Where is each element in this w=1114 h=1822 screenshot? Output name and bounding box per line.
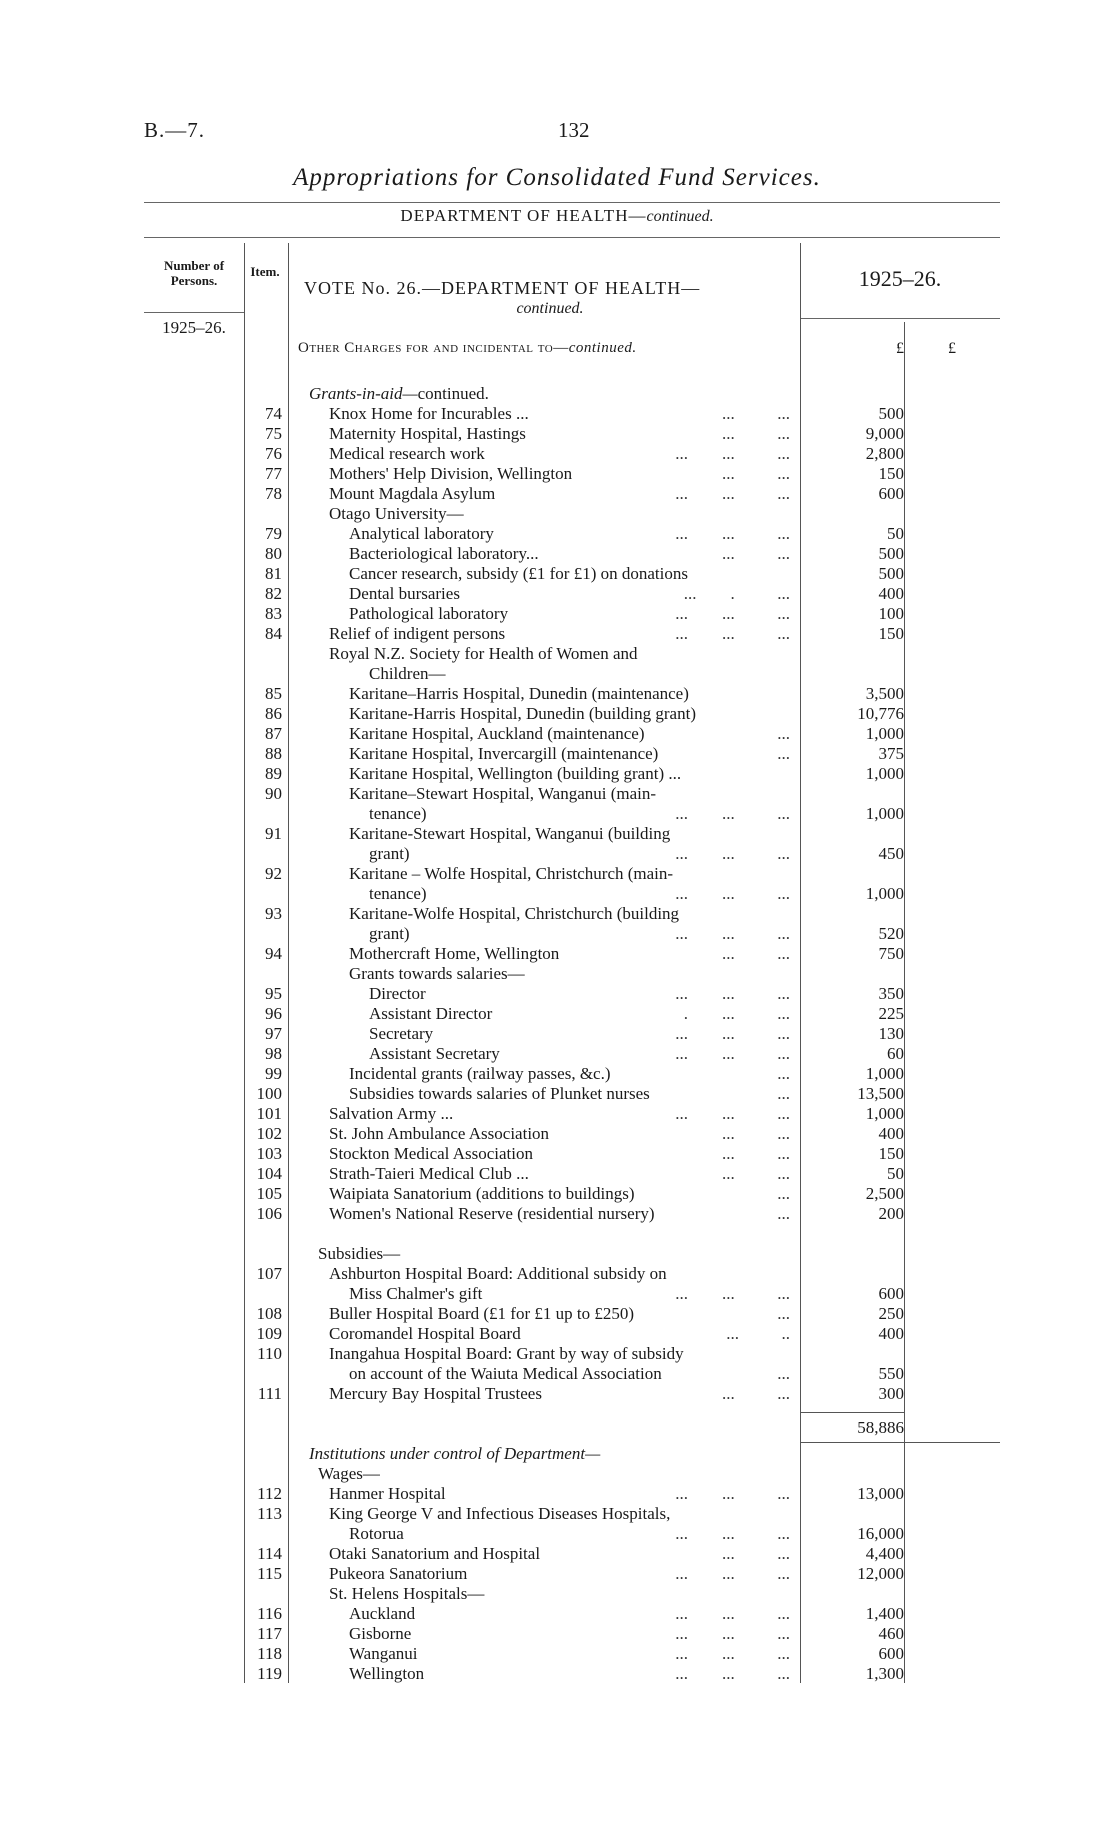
leader-dots: ... ... ... — [675, 624, 790, 643]
table-row — [0, 1204, 1114, 1224]
table-row — [0, 1444, 1114, 1464]
row-amount: 1,000 — [865, 884, 904, 903]
row-description: Ashburton Hospital Board: Additional subsidy on — [329, 1264, 667, 1283]
table-row — [0, 684, 1114, 704]
row-description: Medical research work — [329, 444, 485, 463]
table-row — [0, 624, 1114, 644]
row-amount: 600 — [878, 1284, 904, 1303]
subtotal-rule — [800, 1412, 904, 1413]
row-amount: 460 — [878, 1624, 904, 1643]
item-number: 109 — [256, 1324, 282, 1343]
item-number: 93 — [265, 904, 282, 923]
row-amount: 250 — [878, 1304, 904, 1323]
row-amount: 550 — [878, 1364, 904, 1383]
row-amount: 16,000 — [857, 1524, 904, 1543]
leader-dots: ... ... ... — [675, 844, 790, 863]
row-description: St. John Ambulance Association — [329, 1124, 550, 1143]
row-amount: 130 — [878, 1024, 904, 1043]
table-row — [0, 1344, 1114, 1364]
table-row — [0, 1564, 1114, 1584]
table-row — [0, 424, 1114, 444]
row-description: Karitane – Wolfe Hospital, Christchurch (main- — [349, 864, 674, 883]
row-amount: 9,000 — [865, 424, 904, 443]
table-row — [0, 564, 1114, 584]
table-row — [0, 1464, 1114, 1484]
row-description: Subsidies— — [318, 1244, 401, 1263]
row-description: tenance) — [369, 884, 427, 903]
row-description: Coromandel Hospital Board — [329, 1324, 521, 1343]
row-description: Karitane Hospital, Invercargill (maintenance) — [349, 744, 659, 763]
leader-dots: ... ... — [722, 1144, 790, 1163]
pound-sign-col2: £ — [948, 340, 956, 357]
item-number: 100 — [256, 1084, 282, 1103]
table-row — [0, 1304, 1114, 1324]
leader-dots: ... .. — [726, 1324, 790, 1343]
department-continued: continued. — [646, 208, 714, 225]
table-row — [0, 384, 1114, 404]
row-amount: 60 — [887, 1044, 904, 1063]
item-number: 78 — [265, 484, 282, 503]
item-number: 75 — [265, 424, 282, 443]
row-amount: 2,800 — [865, 444, 904, 463]
row-amount: 1,000 — [865, 724, 904, 743]
row-description: Auckland — [349, 1604, 416, 1623]
leader-dots: ... — [777, 744, 790, 763]
table-row — [0, 864, 1114, 884]
table-row — [0, 784, 1114, 804]
item-number: 101 — [256, 1104, 282, 1123]
table-row — [0, 1544, 1114, 1564]
row-description: Karitane Hospital, Auckland (maintenance) — [349, 724, 645, 743]
item-number: 79 — [265, 524, 282, 543]
item-number: 88 — [265, 744, 282, 763]
row-description: Secretary — [369, 1024, 434, 1043]
item-number: 108 — [256, 1304, 282, 1323]
leader-dots: ... ... — [722, 1544, 790, 1563]
row-amount: 1,000 — [865, 764, 904, 783]
row-description: Wages— — [318, 1464, 380, 1483]
row-description: Salvation Army ... — [329, 1104, 454, 1123]
table-row — [0, 464, 1114, 484]
item-number: 104 — [256, 1164, 282, 1183]
leader-dots: ... . ... — [683, 584, 790, 603]
row-amount: 350 — [878, 984, 904, 1003]
item-number: 115 — [257, 1564, 282, 1583]
row-amount: 1,000 — [865, 1104, 904, 1123]
table-row — [0, 1384, 1114, 1404]
row-description: Mothers' Help Division, Wellington — [329, 464, 573, 483]
table-row — [0, 744, 1114, 764]
table-row — [0, 924, 1114, 944]
table-row — [0, 804, 1114, 824]
table-row — [0, 1624, 1114, 1644]
row-description: Karitane-Stewart Hospital, Wanganui (building — [349, 824, 671, 843]
row-description: Subsidies towards salaries of Plunket nurses — [349, 1084, 650, 1103]
leader-dots: ... ... — [722, 1164, 790, 1183]
row-description: Grants-in-aid—continued. — [309, 384, 489, 403]
row-description: grant) — [369, 924, 410, 943]
row-amount: 1,300 — [865, 1664, 904, 1683]
leader-dots: ... ... ... — [675, 1284, 790, 1303]
row-amount: 12,000 — [857, 1564, 904, 1583]
row-description: Mothercraft Home, Wellington — [349, 944, 560, 963]
leader-dots: ... ... ... — [675, 524, 790, 543]
subtotal-underline — [800, 1442, 1000, 1443]
row-amount: 300 — [878, 1384, 904, 1403]
row-description: Analytical laboratory — [349, 524, 494, 543]
item-number: 99 — [265, 1064, 282, 1083]
leader-dots: ... ... ... — [675, 1564, 790, 1583]
table-row — [0, 1144, 1114, 1164]
row-amount: 400 — [878, 1324, 904, 1343]
leader-dots: ... ... ... — [675, 484, 790, 503]
row-description: Knox Home for Incurables ... — [329, 404, 529, 423]
row-amount: 150 — [878, 624, 904, 643]
row-amount: 3,500 — [865, 684, 904, 703]
row-description: Women's National Reserve (residential nursery) — [329, 1204, 655, 1223]
table-row — [0, 1124, 1114, 1144]
persons-year: 1925–26. — [162, 318, 226, 337]
table-row — [0, 1364, 1114, 1384]
row-description: Bacteriological laboratory... — [349, 544, 539, 563]
row-description: Maternity Hospital, Hastings — [329, 424, 526, 443]
item-number: 107 — [256, 1264, 282, 1283]
item-number: 81 — [265, 564, 282, 583]
leader-dots: ... ... — [722, 404, 790, 423]
leader-dots: ... ... ... — [675, 1624, 790, 1643]
pound-sign-col1: £ — [896, 340, 904, 357]
item-number: 103 — [256, 1144, 282, 1163]
item-number: 80 — [265, 544, 282, 563]
page-number: 132 — [558, 118, 590, 142]
row-description: Otago University— — [329, 504, 464, 523]
item-number: 114 — [257, 1544, 282, 1563]
leader-dots: ... ... ... — [675, 984, 790, 1003]
table-row — [0, 484, 1114, 504]
row-description: Strath-Taieri Medical Club ... — [329, 1164, 529, 1183]
row-description: St. Helens Hospitals— — [329, 1584, 485, 1603]
item-number: 113 — [257, 1504, 282, 1523]
row-description-suffix: continued. — [417, 384, 489, 403]
leader-dots: ... ... ... — [675, 1044, 790, 1063]
item-number: 118 — [257, 1644, 282, 1663]
row-description: Cancer research, subsidy (£1 for £1) on donations — [349, 564, 688, 583]
table-row — [0, 1104, 1114, 1124]
table-row — [0, 444, 1114, 464]
leader-dots: ... ... ... — [675, 1664, 790, 1683]
table-row — [0, 904, 1114, 924]
row-amount: 10,776 — [857, 704, 904, 723]
row-amount: 150 — [878, 464, 904, 483]
row-description: Rotorua — [349, 1524, 404, 1543]
item-number: 112 — [257, 1484, 282, 1503]
row-description: Mount Magdala Asylum — [329, 484, 496, 503]
row-amount: 500 — [878, 564, 904, 583]
row-description: Pukeora Sanatorium — [329, 1564, 468, 1583]
row-amount: 520 — [878, 924, 904, 943]
table-row — [0, 1604, 1114, 1624]
vote-heading-continued: continued. — [516, 300, 584, 317]
row-amount: 13,500 — [857, 1084, 904, 1103]
leader-dots: ... ... ... — [675, 924, 790, 943]
row-amount: 1,000 — [865, 1064, 904, 1083]
item-number: 110 — [257, 1344, 282, 1363]
leader-dots: ... — [777, 1064, 790, 1083]
item-number: 116 — [257, 1604, 282, 1623]
row-description: Relief of indigent persons — [329, 624, 506, 643]
row-description: King George V and Infectious Diseases Hospitals, — [329, 1504, 671, 1523]
row-description: Karitane-Wolfe Hospital, Christchurch (building — [349, 904, 680, 923]
row-amount: 1,000 — [865, 804, 904, 823]
row-description: Hanmer Hospital — [329, 1484, 446, 1503]
table-row — [0, 1044, 1114, 1064]
row-description: Stockton Medical Association — [329, 1144, 533, 1163]
table-row — [0, 544, 1114, 564]
item-number: 92 — [265, 864, 282, 883]
row-description: Otaki Sanatorium and Hospital — [329, 1544, 541, 1563]
subtotal-amount: 58,886 — [857, 1418, 904, 1437]
table-row — [0, 884, 1114, 904]
table-row — [0, 1024, 1114, 1044]
leader-dots: ... — [777, 1184, 790, 1203]
table-row — [0, 1004, 1114, 1024]
item-number: 94 — [265, 944, 282, 963]
row-description: Assistant Director — [369, 1004, 493, 1023]
table-row — [0, 504, 1114, 524]
table-row — [0, 644, 1114, 664]
row-description: Buller Hospital Board (£1 for £1 up to £250) — [329, 1304, 635, 1323]
item-number: 117 — [257, 1624, 282, 1643]
row-amount: 2,500 — [865, 1184, 904, 1203]
row-description: Karitane–Harris Hospital, Dunedin (maintenance) — [349, 684, 689, 703]
row-description: Grants towards salaries— — [349, 964, 525, 983]
table-row — [0, 1084, 1114, 1104]
table-row — [0, 664, 1114, 684]
leader-dots: ... — [777, 1364, 790, 1383]
row-description: on account of the Waiuta Medical Association — [349, 1364, 662, 1383]
row-amount: 400 — [878, 1124, 904, 1143]
leader-dots: ... ... ... — [675, 1024, 790, 1043]
leader-dots: . ... ... — [683, 1004, 790, 1023]
page-title: Appropriations for Consolidated Fund Services. — [293, 164, 821, 191]
item-number: 86 — [265, 704, 282, 723]
table-row — [0, 584, 1114, 604]
row-amount: 4,400 — [865, 1544, 904, 1563]
vote-heading: VOTE No. 26.—DEPARTMENT OF HEALTH— — [304, 278, 701, 298]
item-number: 87 — [265, 724, 282, 743]
table-row — [0, 1644, 1114, 1664]
row-amount: 225 — [878, 1004, 904, 1023]
row-description: Karitane-Harris Hospital, Dunedin (building grant) — [349, 704, 696, 723]
leader-dots: ... ... — [722, 1384, 790, 1403]
row-description: Karitane–Stewart Hospital, Wanganui (main- — [349, 784, 657, 803]
table-row — [0, 1184, 1114, 1204]
item-number: 89 — [265, 764, 282, 783]
row-description: Miss Chalmer's gift — [349, 1284, 483, 1303]
table-row — [0, 964, 1114, 984]
item-number: 90 — [265, 784, 282, 803]
item-number: 106 — [256, 1204, 282, 1223]
item-number: 119 — [257, 1664, 282, 1683]
row-description: Gisborne — [349, 1624, 412, 1643]
document-code: B.—7. — [144, 118, 206, 142]
table-row — [0, 1484, 1114, 1504]
row-amount: 600 — [878, 484, 904, 503]
table-row — [0, 1064, 1114, 1084]
leader-dots: ... ... — [722, 944, 790, 963]
row-description: Pathological laboratory — [349, 604, 509, 623]
row-amount: 150 — [878, 1144, 904, 1163]
leader-dots: ... ... ... — [675, 804, 790, 823]
row-amount: 500 — [878, 404, 904, 423]
table-row — [0, 524, 1114, 544]
leader-dots: ... — [777, 1084, 790, 1103]
persons-column-header: Number of Persons. — [163, 258, 225, 288]
item-number: 82 — [265, 584, 282, 603]
item-number: 84 — [265, 624, 282, 643]
table-row — [0, 1324, 1114, 1344]
table-row — [0, 764, 1114, 784]
row-amount: 375 — [878, 744, 904, 763]
row-description: Wellington — [349, 1664, 425, 1683]
row-amount: 600 — [878, 1644, 904, 1663]
row-description: Dental bursaries — [349, 584, 460, 603]
item-number: 96 — [265, 1004, 282, 1023]
table-row — [0, 404, 1114, 424]
table-row — [0, 1418, 1114, 1438]
table-row — [0, 984, 1114, 1004]
item-number: 83 — [265, 604, 282, 623]
leader-dots: ... ... ... — [675, 444, 790, 463]
row-description: Director — [369, 984, 426, 1003]
row-description: Incidental grants (railway passes, &c.) — [349, 1064, 611, 1083]
table-row — [0, 944, 1114, 964]
table-row — [0, 1584, 1114, 1604]
row-description: Karitane Hospital, Wellington (building grant) ... — [349, 764, 682, 783]
leader-dots: ... ... — [722, 1124, 790, 1143]
leader-dots: ... ... ... — [675, 1484, 790, 1503]
leader-dots: ... — [777, 724, 790, 743]
row-description: Children— — [369, 664, 446, 683]
row-amount: 50 — [887, 1164, 904, 1183]
row-description: Inangahua Hospital Board: Grant by way of subsidy — [329, 1344, 684, 1363]
table-row — [0, 704, 1114, 724]
leader-dots: ... ... — [722, 424, 790, 443]
row-amount: 200 — [878, 1204, 904, 1223]
row-amount: 750 — [878, 944, 904, 963]
year-column-header: 1925–26. — [858, 266, 942, 291]
row-description: tenance) — [369, 804, 427, 823]
item-number: 74 — [265, 404, 282, 423]
table-row — [0, 1504, 1114, 1524]
table-row — [0, 844, 1114, 864]
department-name: DEPARTMENT OF HEALTH— — [400, 206, 647, 225]
leader-dots: ... ... — [722, 464, 790, 483]
table-row — [0, 1244, 1114, 1264]
leader-dots: ... ... ... — [675, 1644, 790, 1663]
leader-dots: ... ... ... — [675, 604, 790, 623]
leader-dots: ... ... ... — [675, 1104, 790, 1123]
item-number: 97 — [265, 1024, 282, 1043]
table-row — [0, 724, 1114, 744]
leader-dots: ... ... ... — [675, 1524, 790, 1543]
item-number: 111 — [257, 1384, 282, 1403]
table-row — [0, 1284, 1114, 1304]
row-description: grant) — [369, 844, 410, 863]
row-description: Waipiata Sanatorium (additions to buildings) — [329, 1184, 635, 1203]
row-amount: 50 — [887, 524, 904, 543]
row-description: Institutions under control of Department— — [309, 1444, 601, 1463]
item-number: 95 — [265, 984, 282, 1003]
row-description: Assistant Secretary — [369, 1044, 500, 1063]
leader-dots: ... ... ... — [675, 884, 790, 903]
table-row — [0, 1524, 1114, 1544]
table-row — [0, 1264, 1114, 1284]
item-number: 105 — [256, 1184, 282, 1203]
table-row — [0, 1164, 1114, 1184]
table-row — [0, 824, 1114, 844]
leader-dots: ... ... ... — [675, 1604, 790, 1623]
leader-dots: ... ... — [722, 544, 790, 563]
table-row — [0, 1664, 1114, 1684]
item-number: 102 — [256, 1124, 282, 1143]
row-description: Royal N.Z. Society for Health of Women and — [329, 644, 638, 663]
item-number: 85 — [265, 684, 282, 703]
leader-dots: ... — [777, 1304, 790, 1323]
row-description: Wanganui — [349, 1644, 418, 1663]
leader-dots: ... — [777, 1204, 790, 1223]
item-number: 76 — [265, 444, 282, 463]
item-number: 91 — [265, 824, 282, 843]
row-amount: 13,000 — [857, 1484, 904, 1503]
other-charges-label: Other Charges for and incidental to— — [298, 340, 569, 356]
item-number: 77 — [265, 464, 282, 483]
row-description: Mercury Bay Hospital Trustees — [329, 1384, 542, 1403]
row-amount: 1,400 — [865, 1604, 904, 1623]
row-amount: 500 — [878, 544, 904, 563]
other-charges-continued: continued. — [568, 340, 637, 356]
table-row — [0, 604, 1114, 624]
item-column-header: Item. — [250, 264, 280, 279]
row-amount: 400 — [878, 584, 904, 603]
row-amount: 100 — [878, 604, 904, 623]
row-amount: 450 — [878, 844, 904, 863]
item-number: 98 — [265, 1044, 282, 1063]
